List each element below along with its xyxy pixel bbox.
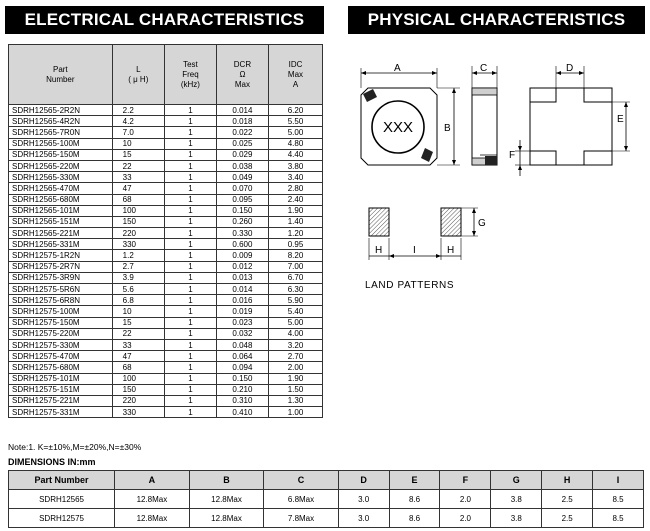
table-cell: 0.032 — [216, 328, 268, 339]
table-cell: SDRH12575-220M — [9, 328, 113, 339]
table-cell: 150 — [112, 216, 164, 227]
table-cell: 0.094 — [216, 362, 268, 373]
table-cell: 3.20 — [268, 339, 322, 350]
table-cell: 6.8 — [112, 295, 164, 306]
table-cell: 0.038 — [216, 160, 268, 171]
table-cell: 0.018 — [216, 116, 268, 127]
dim-label-a: A — [394, 63, 401, 74]
table-cell: 3.0 — [338, 509, 389, 528]
table-cell: 100 — [112, 205, 164, 216]
table-cell: SDRH12565-151M — [9, 216, 113, 227]
table-cell: 0.013 — [216, 272, 268, 283]
dim-label-c: C — [480, 63, 488, 74]
table-cell: 0.025 — [216, 138, 268, 149]
table-cell: 3.8 — [491, 509, 542, 528]
table-cell: 1 — [164, 250, 216, 261]
table-cell: 0.014 — [216, 105, 268, 116]
column-header: I — [593, 471, 644, 490]
table-cell: 3.9 — [112, 272, 164, 283]
table-cell: 1 — [164, 194, 216, 205]
table-cell: 1 — [164, 138, 216, 149]
table-cell: 47 — [112, 183, 164, 194]
table-cell: SDRH12565-100M — [9, 138, 113, 149]
table-cell: 0.330 — [216, 228, 268, 239]
table-cell: 3.40 — [268, 172, 322, 183]
table-cell: 1.90 — [268, 373, 322, 384]
table-cell: SDRH12575-331M — [9, 407, 113, 418]
table-cell: 2.0 — [440, 490, 491, 509]
table-cell: SDRH12565-221M — [9, 228, 113, 239]
dim-label-f: F — [509, 150, 516, 161]
table-cell: SDRH12565-220M — [9, 160, 113, 171]
table-cell: 2.2 — [112, 105, 164, 116]
column-header-line: Max — [234, 79, 250, 89]
column-header-line: Ω — [239, 69, 246, 79]
table-cell: 1 — [164, 395, 216, 406]
column-header: G — [491, 471, 542, 490]
table-cell: 0.410 — [216, 407, 268, 418]
table-cell: 1 — [164, 160, 216, 171]
table-cell: SDRH12565-330M — [9, 172, 113, 183]
table-cell: SDRH12575-221M — [9, 395, 113, 406]
table-cell: 1 — [164, 295, 216, 306]
table-cell: 5.00 — [268, 317, 322, 328]
column-header-line: DCR — [233, 59, 252, 69]
column-header-line: Part — [52, 64, 68, 74]
table-cell: SDRH12565-2R2N — [9, 105, 113, 116]
table-cell: 33 — [112, 172, 164, 183]
table-cell: 1 — [164, 239, 216, 250]
table-cell: 10 — [112, 306, 164, 317]
table-cell: 2.7 — [112, 261, 164, 272]
table-cell: 6.8Max — [264, 490, 338, 509]
table-cell: 1.90 — [268, 205, 322, 216]
table-cell: 2.00 — [268, 362, 322, 373]
table-cell: 0.070 — [216, 183, 268, 194]
table-cell: 7.0 — [112, 127, 164, 138]
table-cell: 3.80 — [268, 160, 322, 171]
table-cell: 6.30 — [268, 284, 322, 295]
table-cell: SDRH12575-470M — [9, 351, 113, 362]
table-cell: 33 — [112, 339, 164, 350]
table-cell: SDRH12575-2R7N — [9, 261, 113, 272]
table-cell: 0.016 — [216, 295, 268, 306]
tolerance-note: Note:1. K=±10%,M=±20%,N=±30% — [8, 442, 142, 452]
table-cell: 1 — [164, 127, 216, 138]
table-cell: 0.048 — [216, 339, 268, 350]
table-cell: 2.70 — [268, 351, 322, 362]
table-cell: 100 — [112, 373, 164, 384]
column-header-line: Test — [183, 59, 198, 69]
table-cell: SDRH12575-680M — [9, 362, 113, 373]
column-header-line: (kHz) — [180, 79, 200, 89]
table-cell: 2.40 — [268, 194, 322, 205]
table-cell: 0.150 — [216, 373, 268, 384]
column-header: E — [389, 471, 440, 490]
table-cell: 0.022 — [216, 127, 268, 138]
table-cell: 0.95 — [268, 239, 322, 250]
table-cell: 0.009 — [216, 250, 268, 261]
table-cell: SDRH12565 — [9, 490, 115, 509]
table-cell: 1.20 — [268, 228, 322, 239]
column-header-line: IDC — [288, 59, 303, 69]
table-cell: 0.600 — [216, 239, 268, 250]
table-cell: 220 — [112, 395, 164, 406]
table-cell: 3.0 — [338, 490, 389, 509]
table-cell: SDRH12575-6R8N — [9, 295, 113, 306]
table-cell: 1 — [164, 261, 216, 272]
dim-label-h-right: H — [447, 245, 455, 256]
table-cell: SDRH12565-150M — [9, 149, 113, 160]
table-cell: 47 — [112, 351, 164, 362]
table-cell: 330 — [112, 407, 164, 418]
table-cell: 2.0 — [440, 509, 491, 528]
table-cell: SDRH12565-7R0N — [9, 127, 113, 138]
table-cell: 5.50 — [268, 116, 322, 127]
side-view — [472, 63, 497, 165]
table-cell: 5.6 — [112, 284, 164, 295]
table-cell: 1 — [164, 149, 216, 160]
table-cell: 0.150 — [216, 205, 268, 216]
table-cell: 10 — [112, 138, 164, 149]
table-cell: 12.8Max — [115, 509, 190, 528]
table-cell: SDRH12575-330M — [9, 339, 113, 350]
table-cell: 1 — [164, 105, 216, 116]
physical-characteristics-header: PHYSICAL CHARACTERISTICS — [348, 6, 645, 34]
table-cell: 8.5 — [593, 509, 644, 528]
table-cell: 8.6 — [389, 490, 440, 509]
table-cell: SDRH12575-101M — [9, 373, 113, 384]
table-cell: 0.064 — [216, 351, 268, 362]
table-cell: 0.029 — [216, 149, 268, 160]
table-cell: 68 — [112, 194, 164, 205]
table-cell: 1 — [164, 339, 216, 350]
table-cell: 0.014 — [216, 284, 268, 295]
table-cell: SDRH12565-331M — [9, 239, 113, 250]
table-cell: 12.8Max — [115, 490, 190, 509]
column-header: F — [440, 471, 491, 490]
table-cell: 1 — [164, 272, 216, 283]
table-cell: 8.20 — [268, 250, 322, 261]
column-header: B — [189, 471, 264, 490]
table-cell: 1 — [164, 284, 216, 295]
table-cell: 6.20 — [268, 105, 322, 116]
table-cell: 0.210 — [216, 384, 268, 395]
table-cell: 22 — [112, 160, 164, 171]
table-cell: SDRH12575-150M — [9, 317, 113, 328]
table-cell: 3.8 — [491, 490, 542, 509]
table-cell: 6.70 — [268, 272, 322, 283]
table-cell: 5.00 — [268, 127, 322, 138]
table-cell: 0.012 — [216, 261, 268, 272]
table-cell: 4.40 — [268, 149, 322, 160]
table-cell: SDRH12565-470M — [9, 183, 113, 194]
dim-label-g: G — [478, 218, 486, 229]
table-cell: 1 — [164, 373, 216, 384]
table-cell: 7.00 — [268, 261, 322, 272]
table-cell: 1 — [164, 228, 216, 239]
table-cell: 1 — [164, 407, 216, 418]
electrical-characteristics-header: ELECTRICAL CHARACTERISTICS — [5, 6, 324, 34]
table-cell: 1 — [164, 183, 216, 194]
table-cell: 8.5 — [593, 490, 644, 509]
column-header: H — [542, 471, 593, 490]
table-cell: 1 — [164, 306, 216, 317]
column-header-line: Max — [287, 69, 304, 79]
table-cell: 1.00 — [268, 407, 322, 418]
table-cell: 4.2 — [112, 116, 164, 127]
dim-label-d: D — [566, 63, 574, 74]
column-header-line: ( μ H) — [128, 74, 149, 84]
table-cell: 8.6 — [389, 509, 440, 528]
table-cell: 2.80 — [268, 183, 322, 194]
land-patterns-label: LAND PATTERNS — [365, 280, 455, 291]
land-pattern-drawing — [369, 208, 486, 260]
table-cell: 0.019 — [216, 306, 268, 317]
table-cell: 1 — [164, 351, 216, 362]
column-header: D — [338, 471, 389, 490]
table-cell: 15 — [112, 149, 164, 160]
table-cell: 0.310 — [216, 395, 268, 406]
column-header: Part Number — [9, 471, 115, 490]
table-cell: SDRH12565-680M — [9, 194, 113, 205]
table-cell: SDRH12575 — [9, 509, 115, 528]
table-cell: SDRH12565-4R2N — [9, 116, 113, 127]
column-header-line: Number — [46, 74, 75, 84]
dim-label-b: B — [444, 123, 451, 134]
table-cell: 0.023 — [216, 317, 268, 328]
column-header-line: A — [292, 79, 299, 89]
table-cell: 1 — [164, 116, 216, 127]
table-cell: 1.50 — [268, 384, 322, 395]
table-cell: 1 — [164, 317, 216, 328]
table-cell: 1 — [164, 384, 216, 395]
table-cell: 1 — [164, 172, 216, 183]
column-header: C — [264, 471, 338, 490]
dimensions-title: DIMENSIONS IN:mm — [8, 457, 96, 467]
dim-label-i: I — [413, 245, 416, 256]
table-cell: 2.5 — [542, 490, 593, 509]
table-cell: 12.8Max — [189, 509, 264, 528]
column-header: A — [115, 471, 190, 490]
dim-label-e: E — [617, 114, 624, 125]
table-cell: 7.8Max — [264, 509, 338, 528]
table-cell: 5.40 — [268, 306, 322, 317]
table-cell: 150 — [112, 384, 164, 395]
column-header-line: L — [136, 64, 141, 74]
table-cell: SDRH12575-3R9N — [9, 272, 113, 283]
table-cell: 0.095 — [216, 194, 268, 205]
table-cell: SDRH12575-1R2N — [9, 250, 113, 261]
table-cell: SDRH12575-100M — [9, 306, 113, 317]
dim-label-h-left: H — [375, 245, 383, 256]
table-cell: 1 — [164, 362, 216, 373]
table-cell: 1.40 — [268, 216, 322, 227]
table-cell: 1 — [164, 216, 216, 227]
table-cell: 1 — [164, 205, 216, 216]
table-cell: 1.2 — [112, 250, 164, 261]
top-view — [361, 63, 460, 165]
table-cell: 2.5 — [542, 509, 593, 528]
table-cell: 330 — [112, 239, 164, 250]
column-header-line: Freq — [182, 69, 199, 79]
part-marking: XXX — [382, 119, 414, 136]
table-cell: 68 — [112, 362, 164, 373]
table-cell: SDRH12575-151M — [9, 384, 113, 395]
table-cell: 220 — [112, 228, 164, 239]
table-cell: 4.00 — [268, 328, 322, 339]
table-cell: 22 — [112, 328, 164, 339]
table-cell: 15 — [112, 317, 164, 328]
bottom-view — [509, 63, 630, 176]
table-cell: 5.90 — [268, 295, 322, 306]
table-cell: 1.30 — [268, 395, 322, 406]
table-cell: 4.80 — [268, 138, 322, 149]
table-cell: 0.049 — [216, 172, 268, 183]
table-cell: 1 — [164, 328, 216, 339]
table-cell: SDRH12575-5R6N — [9, 284, 113, 295]
table-cell: SDRH12565-101M — [9, 205, 113, 216]
table-cell: 12.8Max — [189, 490, 264, 509]
table-cell: 0.260 — [216, 216, 268, 227]
